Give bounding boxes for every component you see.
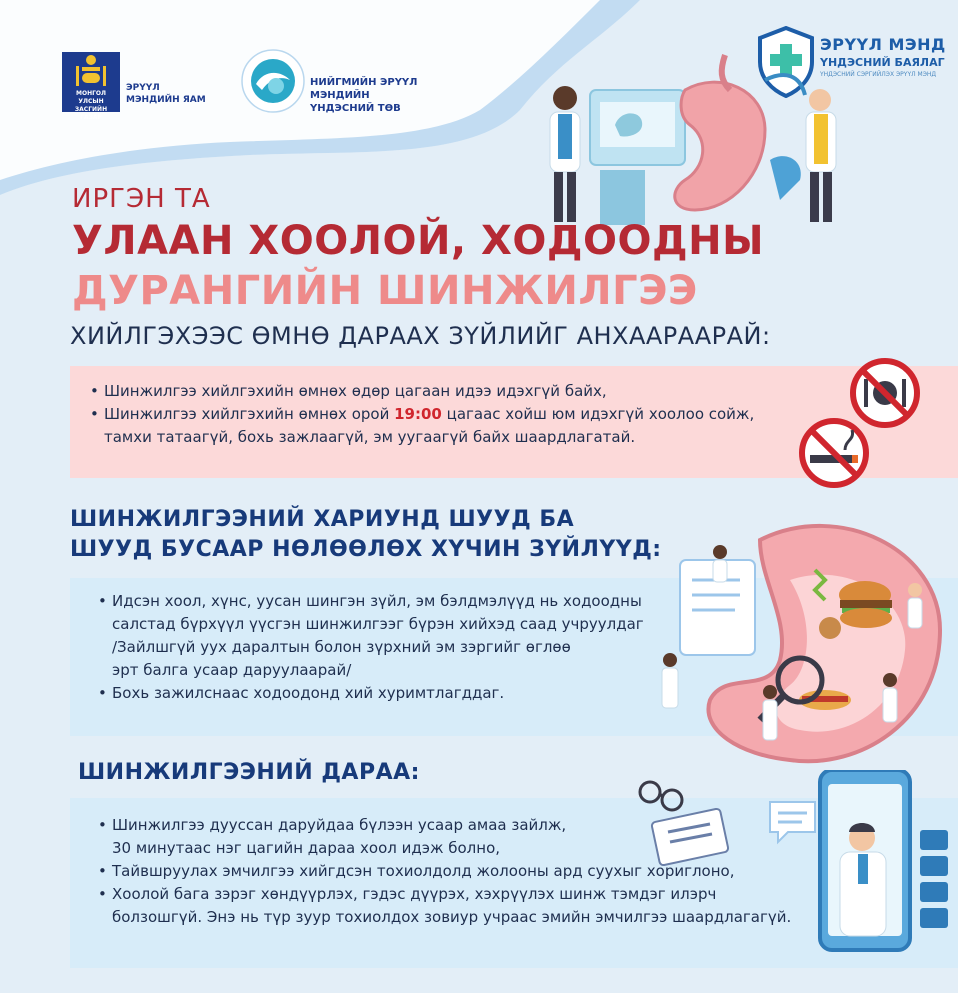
after-heading: ШИНЖИЛГЭЭНИЙ ДАРАА:: [78, 760, 420, 785]
list-item: • Хоолой бага зэрэг хөндүүрлэх, гэдэс дүүрэх, хэхрүүлэх шинж тэмдэг илэрч болзошгүй. Энэ нь түр зуур тохиолдох зовиур учраас эмийн эмчилгээ шаардлагагүй.: [98, 883, 938, 929]
title-procedure: УЛААН ХООЛОЙ, ХОДООДНЫ: [72, 218, 765, 264]
medication-note: /Зайлшгүй уух даралтын болон зүрхний эм зэргийг өглөө эрт балга усаар даруулаарай/: [112, 638, 571, 679]
prescription-icon: [651, 808, 729, 866]
list-item: • Шинжилгээ хийлгэхийн өмнөх орой 19:00 цагаас хойш юм идэхгүй хоолоо сойж, тамхи татаагүй, бохь зажлаагүй, эм уугаагүй байх шаардлагатай.: [90, 403, 938, 449]
list-item: • Шинжилгээ дууссан даруйдаа бүлээн усаар амаа зайлж, 30 минутаас нэг цагийн дараа хоол идэж болно,: [98, 814, 938, 860]
doctor-phone-illustration: [620, 770, 950, 980]
center-name-line2: ҮНДЭСНИЙ ТӨВ: [310, 103, 401, 114]
stomach-food-illustration: [640, 510, 958, 780]
no-eating-icon: [853, 361, 917, 425]
no-smoking-icon: [802, 421, 866, 485]
factors-heading: ШИНЖИЛГЭЭНИЙ ХАРИУНД ШУУД БА ШУУД БУСААР НӨЛӨӨЛӨХ ХҮЧИН ЗҮЙЛҮҮД:: [70, 507, 662, 562]
government-logo: [62, 52, 212, 121]
list-item: • Бохь зажилснаас ходоодонд хий хуримтлагддаг.: [98, 682, 938, 705]
center-name-line1: НИЙГМИЙН ЭРҮҮЛ МЭНДИЙН: [310, 77, 418, 101]
wealth-logo-sub: ҮНДЭСНИЙ БАЯЛАГ: [820, 56, 945, 69]
glasses-icon: [640, 782, 682, 810]
title-citizen: ИРГЭН ТА: [72, 184, 211, 214]
public-health-emblem-icon: [240, 48, 306, 114]
ministry-name-line2: МЭНДИЙН ЯАМ: [126, 95, 206, 105]
prohibition-icons: [790, 355, 930, 495]
title-subtitle: ХИЙЛГЭХЭЭС ӨМНӨ ДАРААХ ЗҮЙЛИЙГ АНХААРААРАЙ:: [70, 322, 771, 350]
list-item: • Шинжилгээ хийлгэхийн өмнөх өдөр цагаан идээ идэхгүй байх,: [90, 380, 938, 403]
state-emblem: [62, 52, 120, 121]
list-item: • Идсэн хоол, хүнс, уусан шингэн зүйл, эм бэлдмэлүүд нь ходоодны салстад бүрхүүл үүсгэн шинжилгээг бүрэн хийхэд саад учруулдаг: [98, 590, 938, 636]
title-endoscopy: ДУРАНГИЙН ШИНЖИЛГЭЭ: [72, 268, 698, 314]
soyombo-icon: [62, 52, 120, 92]
time-highlight: 19:00: [394, 405, 442, 423]
wealth-logo-tagline: ҮНДЭСНИЙ СЭРГИЙЛЭХ ЭРҮҮЛ МЭНД: [820, 71, 937, 78]
hero-doctors-illustration: [520, 50, 870, 235]
crest-caption-line2: ЗАСГИЙН ГАЗАР: [74, 106, 108, 121]
chat-bubble-icon: [770, 802, 815, 842]
ministry-name-line1: ЭРҮҮЛ: [126, 83, 160, 93]
public-health-center-logo: [240, 48, 480, 118]
list-item: • Тайвшруулах эмчилгээ хийгдсэн тохиолдолд жолооны ард суухыг хориглоно,: [98, 860, 938, 883]
checklist-icon: [920, 830, 948, 928]
wealth-logo-name: ЭРҮҮЛ МЭНД: [820, 35, 946, 54]
crest-caption-line1: МОНГОЛ УЛСЫН: [76, 90, 106, 105]
